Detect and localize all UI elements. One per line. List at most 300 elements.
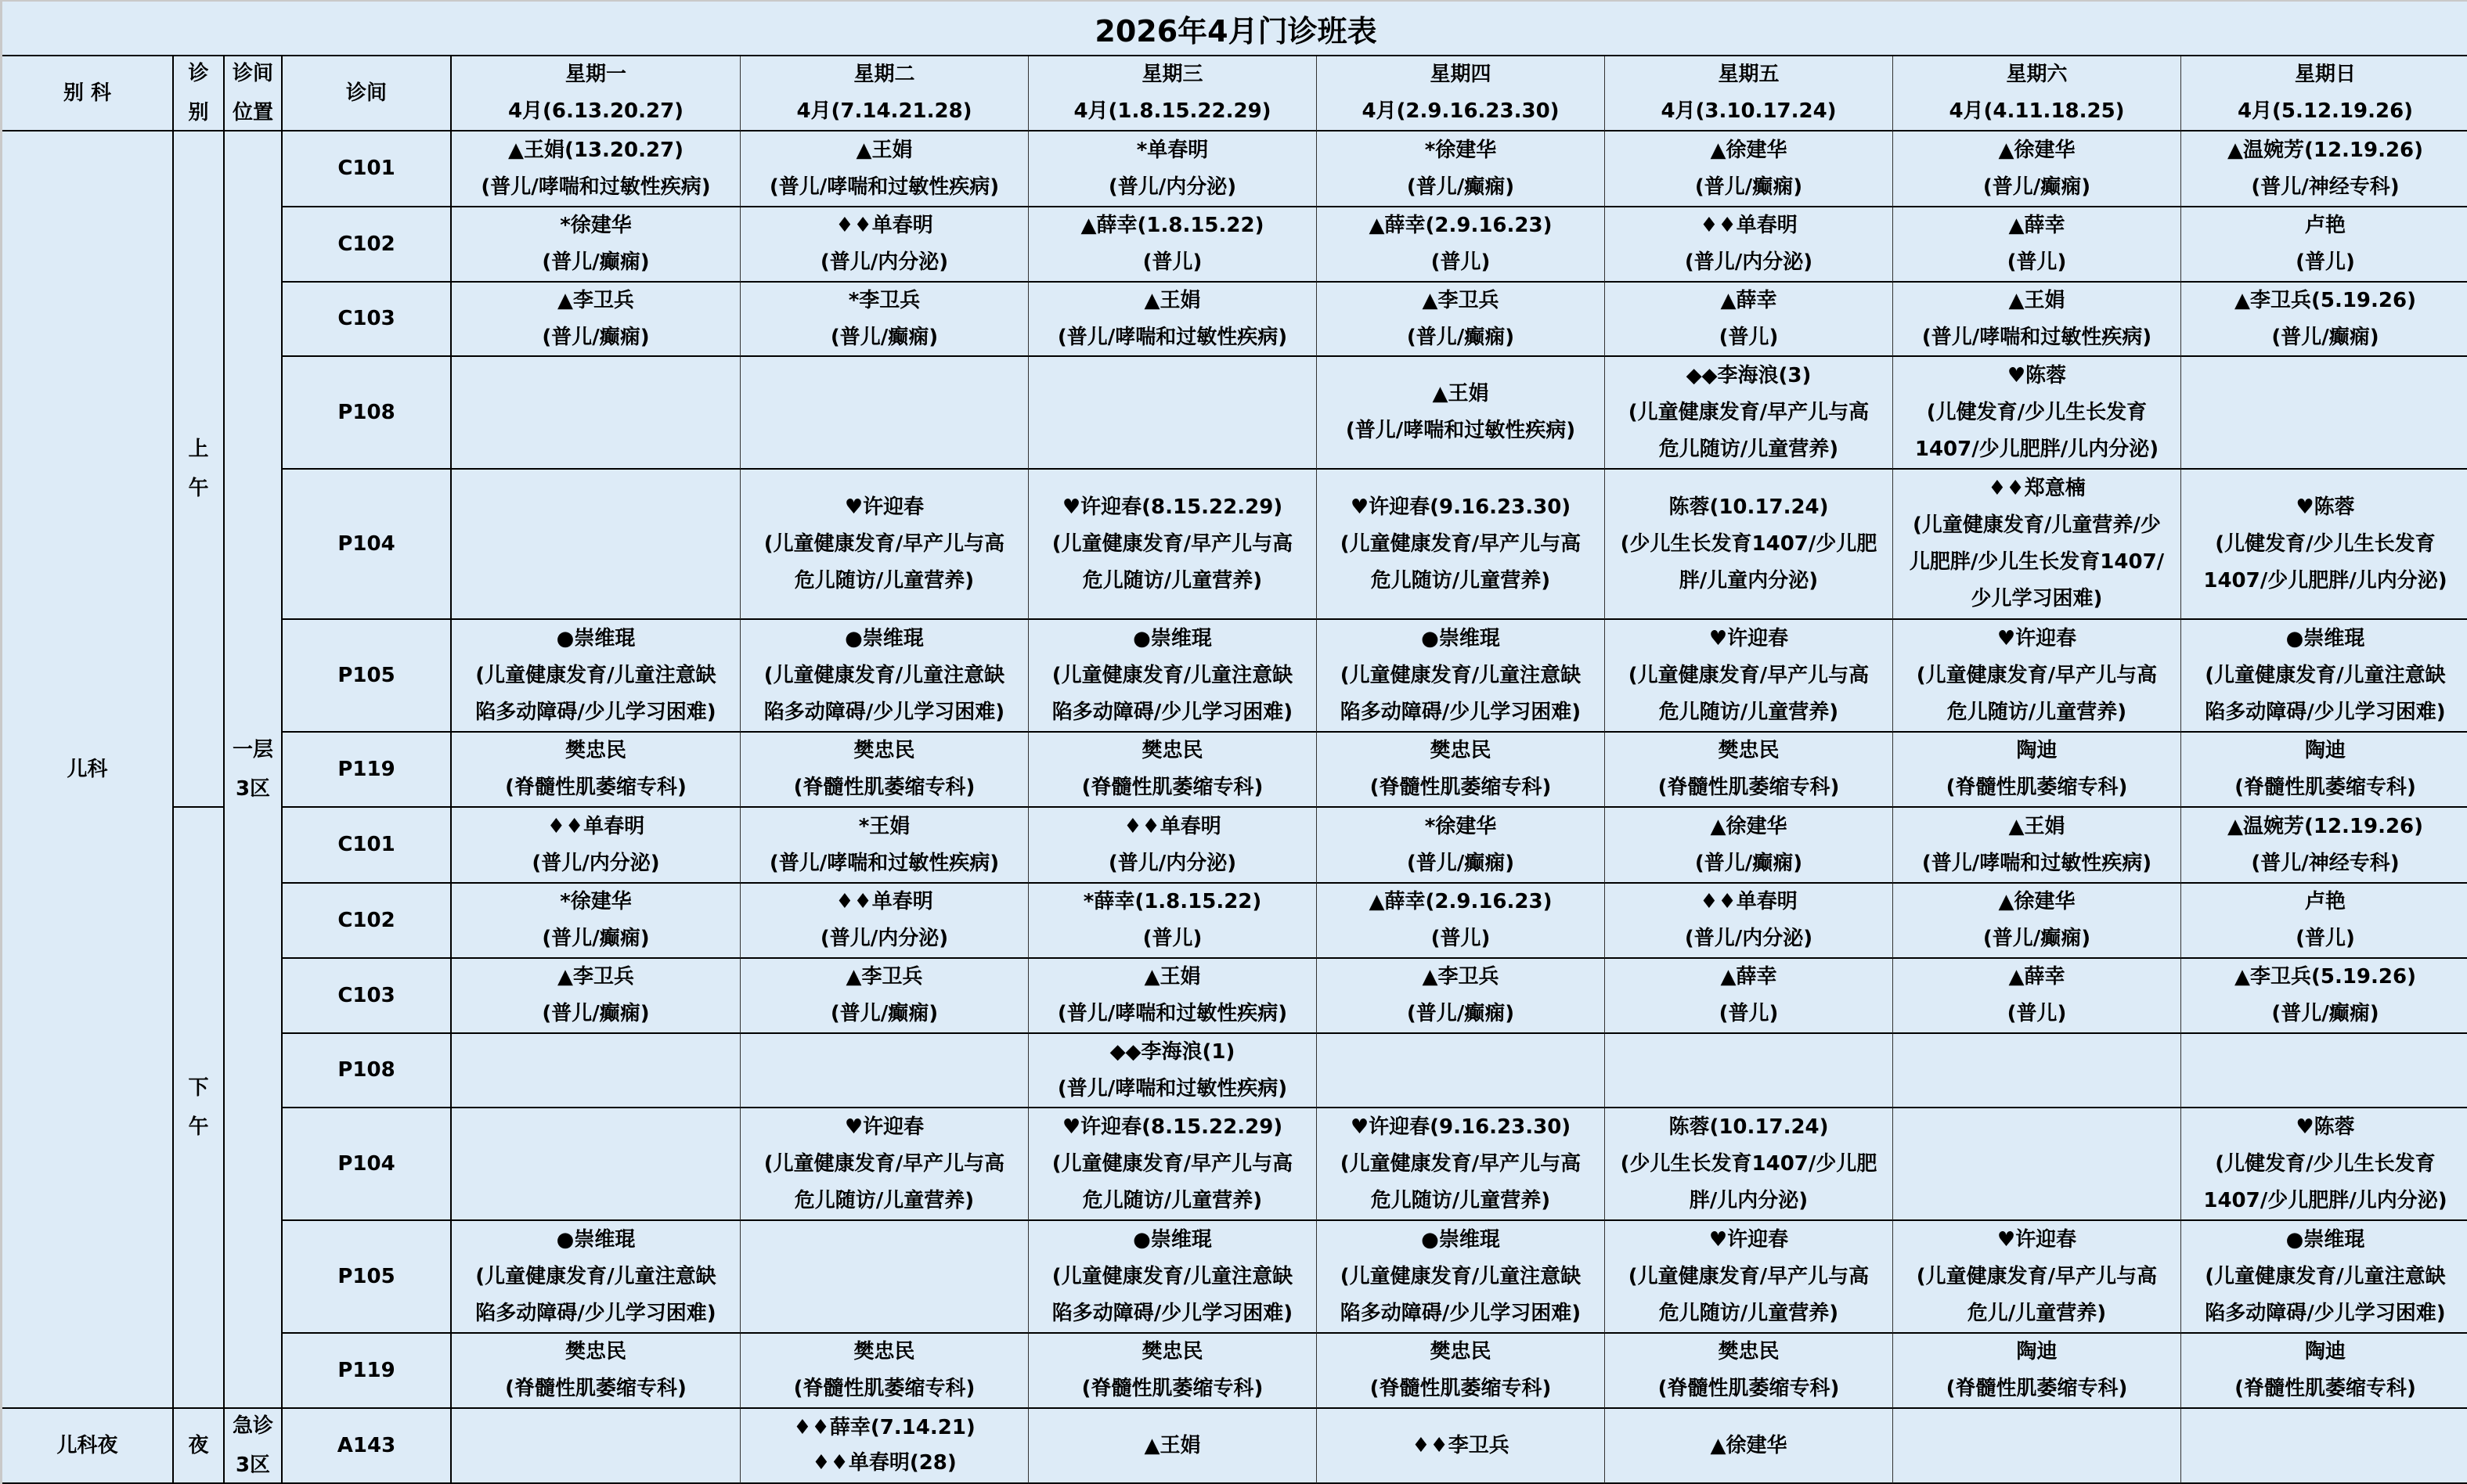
cell-primary-text: ▲薛幸(1.8.15.22) <box>1080 214 1264 237</box>
cell-primary-text: ♦♦单春明 <box>1700 890 1798 913</box>
cell-primary-text: ♦♦单春明 <box>1700 214 1798 237</box>
am-slot-P105-day1 <box>452 620 741 733</box>
cell-primary-text: 陈蓉(10.17.24) <box>1668 495 1829 519</box>
header-day-3 <box>1029 56 1317 131</box>
cell-secondary-text: 陷多动障碍/少儿学习困难) <box>1340 1301 1582 1325</box>
am-slot-C103-day3 <box>1029 283 1317 357</box>
cell-secondary-text: 陷多动障碍/少儿学习困难) <box>1051 700 1293 724</box>
pm-slot-P108-day2 <box>741 1034 1029 1108</box>
cell-primary-text: ▲王娟 <box>1144 288 1201 312</box>
cell-primary-text: ▲王娟 <box>2008 814 2065 838</box>
header-day-7 <box>2181 56 2467 131</box>
cell-primary-text: ▲李卫兵 <box>557 965 634 989</box>
pm-room-P119 <box>283 1334 452 1409</box>
cell-primary-text: ♦♦单春明 <box>835 214 933 237</box>
cell-primary-text: ▲徐建华 <box>1710 1433 1787 1457</box>
cell-primary-text: P104 <box>337 1151 395 1176</box>
cell-secondary-text: (普儿/哮喘和过敏性疾病) <box>1057 1076 1288 1100</box>
cell-primary-text: ♥许迎春 <box>844 495 925 519</box>
am-slot-C101-day7 <box>2181 131 2467 207</box>
am-slot-P119-day2 <box>741 733 1029 808</box>
am-slot-C102-day3 <box>1029 207 1317 283</box>
cell-secondary-text: (脊髓性肌萎缩专科) <box>505 1377 687 1400</box>
cell-secondary-text: (普儿/神经专科) <box>2251 175 2400 199</box>
cell-primary-text: 樊忠民 <box>1718 739 1780 762</box>
am-slot-C102-day5 <box>1605 207 1893 283</box>
cell-secondary-text: (儿童健康发育/儿童注意缺 <box>475 663 716 687</box>
cell-secondary-text: 胖/儿内分泌) <box>1689 1188 1809 1212</box>
cell-secondary-text: (脊髓性肌萎缩专科) <box>1369 1377 1552 1400</box>
cell-secondary-text: 位置 <box>232 101 273 124</box>
cell-secondary-text: 危儿随访/儿童营养) <box>794 1188 975 1212</box>
cell-primary-text: 诊 <box>188 62 209 85</box>
cell-secondary-text: 陷多动障碍/少儿学习困难) <box>763 700 1005 724</box>
cell-primary-text: 星期二 <box>853 63 915 86</box>
cell-secondary-text: (普儿/癫痫) <box>1982 175 2091 199</box>
am-room-P104 <box>283 470 452 620</box>
cell-primary-text: ▲王娟 <box>1144 965 1201 989</box>
cell-primary-text: ▲徐建华 <box>1998 890 2076 913</box>
cell-primary-text: ♥陈蓉 <box>2007 363 2067 387</box>
cell-secondary-text: 危儿随访/儿童营养) <box>1658 1301 1839 1325</box>
pm-slot-C101-day1 <box>452 808 741 884</box>
cell-primary-text: P108 <box>337 1058 395 1082</box>
cell-secondary-text: (普儿/癫痫) <box>1694 851 1803 875</box>
pm-slot-C102-day4 <box>1317 884 1605 959</box>
cell-secondary-text: (普儿/癫痫) <box>1406 175 1515 199</box>
cell-primary-text: ♥许迎春(8.15.22.29) <box>1062 1115 1283 1139</box>
cell-primary-text: ▲薛幸(2.9.16.23) <box>1369 214 1553 237</box>
cell-secondary-text: (少儿生长发育1407/少儿肥 <box>1620 531 1877 556</box>
cell-secondary-text: (普儿/哮喘和过敏性疾病) <box>1345 419 1576 442</box>
cell-primary-text: ♥许迎春 <box>1708 626 1789 650</box>
cell-secondary-text: (普儿/哮喘和过敏性疾病) <box>1921 325 2152 349</box>
am-slot-P119-day4 <box>1317 733 1605 808</box>
cell-primary-text: ●崇维琨 <box>2285 1227 2365 1252</box>
cell-secondary-text: (普儿) <box>1430 250 1491 274</box>
cell-primary-text: C101 <box>337 833 395 856</box>
header-day-2 <box>741 56 1029 131</box>
cell-primary-text: ♥许迎春(9.16.23.30) <box>1350 495 1571 519</box>
cell-primary-text: 诊间 <box>232 62 273 85</box>
pm-slot-P108-day4 <box>1317 1034 1605 1108</box>
cell-primary-text: ▲薛幸 <box>2008 214 2065 237</box>
pm-slot-C102-day7 <box>2181 884 2467 959</box>
cell-primary-text: ♥许迎春 <box>1996 626 2077 650</box>
cell-primary-text: ▲温婉芳(12.19.26) <box>2227 138 2424 162</box>
cell-primary-text: ●崇维琨 <box>845 626 924 650</box>
cell-secondary-text: 胖/儿童内分泌) <box>1679 568 1819 593</box>
cell-secondary-text: (普儿/癫痫) <box>542 927 650 950</box>
cell-primary-text: ●崇维琨 <box>556 1227 636 1252</box>
cell-primary-text: 儿科夜 <box>56 1433 118 1457</box>
am-slot-P108-day3 <box>1029 357 1317 470</box>
am-slot-P108-day7 <box>2181 357 2467 470</box>
cell-secondary-text: 危儿随访/儿童营养) <box>1370 568 1551 593</box>
cell-secondary-text: (儿童健康发育/儿童注意缺 <box>1340 663 1582 687</box>
cell-primary-text: C102 <box>337 908 395 932</box>
cell-primary-text: ♥许迎春 <box>1708 1227 1789 1252</box>
night-slot-A143-day3 <box>1029 1409 1317 1484</box>
am-slot-C103-day4 <box>1317 283 1605 357</box>
cell-secondary-text: (普儿/癫痫) <box>830 325 939 349</box>
cell-secondary-text: (普儿/癫痫) <box>1406 1002 1515 1025</box>
cell-secondary-text: (儿童健康发育/早产儿与高 <box>763 531 1005 556</box>
header-day-4 <box>1317 56 1605 131</box>
cell-primary-text: ▲李卫兵(5.19.26) <box>2234 965 2416 989</box>
am-room-C103 <box>283 283 452 357</box>
cell-secondary-text: (脊髓性肌萎缩专科) <box>2234 776 2416 799</box>
cell-primary-text: ▲徐建华 <box>1710 138 1787 162</box>
cell-primary-text: *李卫兵 <box>848 288 921 312</box>
cell-secondary-text: (儿童健康发育/儿童注意缺 <box>2205 663 2446 687</box>
cell-primary-text: P119 <box>337 757 395 781</box>
pm-slot-C103-day7 <box>2181 959 2467 1034</box>
cell-primary-text: P119 <box>337 1358 395 1382</box>
cell-secondary-text: 3区 <box>235 1453 271 1477</box>
cell-secondary-text: 4月(5.12.19.26) <box>2237 99 2414 123</box>
night-slot-A143-day6 <box>1893 1409 2181 1484</box>
pm-slot-P105-day7 <box>2181 1221 2467 1334</box>
pm-slot-C103-day3 <box>1029 959 1317 1034</box>
pm-room-P105 <box>283 1221 452 1334</box>
cell-secondary-text: 午 <box>188 477 209 500</box>
cell-primary-text: 夜 <box>188 1433 209 1457</box>
cell-primary-text: C101 <box>337 157 395 180</box>
pm-slot-C103-day1 <box>452 959 741 1034</box>
cell-secondary-text: (普儿/癫痫) <box>1694 175 1803 199</box>
am-slot-C102-day1 <box>452 207 741 283</box>
am-slot-P105-day7 <box>2181 620 2467 733</box>
cell-secondary-text: (脊髓性肌萎缩专科) <box>2234 1377 2416 1400</box>
cell-primary-text: 樊忠民 <box>1430 739 1491 762</box>
cell-primary-text: *徐建华 <box>1424 814 1497 838</box>
am-room-P108 <box>283 357 452 470</box>
cell-primary-text: *单春明 <box>1136 138 1209 162</box>
cell-secondary-text: (普儿/内分泌) <box>1684 250 1813 274</box>
am-room-P119 <box>283 733 452 808</box>
cell-secondary-text: 危儿随访/儿童营养) <box>1082 568 1263 593</box>
cell-primary-text: ▲王娟 <box>1144 1433 1201 1457</box>
cell-secondary-text: (普儿/癫痫) <box>1406 851 1515 875</box>
cell-secondary-text: (普儿/内分泌) <box>820 927 949 950</box>
cell-secondary-text: (普儿) <box>2007 250 2067 274</box>
cell-secondary-text: (普儿/癫痫) <box>542 250 650 274</box>
cell-secondary-text: 1407/少儿肥胖/儿内分泌) <box>1914 437 2159 461</box>
pm-room-P108 <box>283 1034 452 1108</box>
am-slot-P119-day5 <box>1605 733 1893 808</box>
am-slot-P104-day5 <box>1605 470 1893 620</box>
am-slot-C103-day2 <box>741 283 1029 357</box>
cell-secondary-text: 陷多动障碍/少儿学习困难) <box>475 700 716 724</box>
cell-secondary-text: 危儿随访/儿童营养) <box>1658 437 1839 461</box>
pm-slot-P108-day7 <box>2181 1034 2467 1108</box>
cell-primary-text: ♦♦李卫兵 <box>1412 1433 1509 1457</box>
header-day-1 <box>452 56 741 131</box>
cell-primary-text: 陈蓉(10.17.24) <box>1668 1115 1829 1139</box>
cell-primary-text: ▲薛幸(2.9.16.23) <box>1369 890 1553 913</box>
cell-primary-text: C103 <box>337 307 395 330</box>
cell-secondary-text: (普儿/哮喘和过敏性疾病) <box>1057 1002 1288 1025</box>
cell-primary-text: 下 <box>188 1076 209 1100</box>
pm-slot-C102-day6 <box>1893 884 2181 959</box>
pm-slot-P104-day5 <box>1605 1108 1893 1221</box>
cell-primary-text: ▲薛幸 <box>1720 965 1777 989</box>
dept-pediatrics <box>2 131 174 1409</box>
pm-room-C102 <box>283 884 452 959</box>
pm-slot-P104-day7 <box>2181 1108 2467 1221</box>
pm-slot-C103-day2 <box>741 959 1029 1034</box>
page-title: 2026年4月门诊班表 <box>2 2 2467 56</box>
cell-secondary-text: (普儿/哮喘和过敏性疾病) <box>769 175 1000 199</box>
cell-secondary-text: 危儿随访/儿童营养) <box>1658 700 1839 724</box>
cell-secondary-text: (儿童健康发育/早产儿与高 <box>763 1151 1005 1176</box>
pm-slot-P108-day5 <box>1605 1034 1893 1108</box>
pm-slot-P104-day3 <box>1029 1108 1317 1221</box>
cell-secondary-text: (儿童健康发育/早产儿与高 <box>1340 531 1582 556</box>
pm-slot-P105-day6 <box>1893 1221 2181 1334</box>
header-dept <box>2 56 174 131</box>
cell-secondary-text: (儿童健康发育/儿童注意缺 <box>1051 663 1293 687</box>
cell-secondary-text: 陷多动障碍/少儿学习困难) <box>1340 700 1582 724</box>
session-afternoon <box>174 808 225 1409</box>
am-slot-C101-day5 <box>1605 131 1893 207</box>
am-room-C102 <box>283 207 452 283</box>
cell-primary-text: ▲李卫兵 <box>557 288 634 312</box>
cell-secondary-text: (儿童健康发育/早产儿与高 <box>1051 531 1293 556</box>
cell-secondary-text: (普儿) <box>2296 927 2355 950</box>
cell-primary-text: 樊忠民 <box>1718 1340 1780 1363</box>
cell-primary-text: ♦♦单春明 <box>1123 814 1221 838</box>
cell-secondary-text: (普儿) <box>1719 1002 1779 1025</box>
cell-secondary-text: 陷多动障碍/少儿学习困难) <box>1051 1301 1293 1325</box>
cell-primary-text: ●崇维琨 <box>1133 626 1212 650</box>
cell-primary-text: ◆◆李海浪(1) <box>1109 1039 1235 1064</box>
session-morning <box>174 131 225 808</box>
header-day-6 <box>1893 56 2181 131</box>
header-day-5 <box>1605 56 1893 131</box>
cell-primary-text: ▲徐建华 <box>1710 814 1787 838</box>
am-slot-P104-day1 <box>452 470 741 620</box>
location-emergency-zone3 <box>225 1409 283 1484</box>
cell-secondary-text: (儿童健康发育/早产儿与高 <box>1628 663 1870 687</box>
cell-secondary-text: (脊髓性肌萎缩专科) <box>1369 776 1552 799</box>
am-slot-P119-day3 <box>1029 733 1317 808</box>
cell-secondary-text: (脊髓性肌萎缩专科) <box>793 776 976 799</box>
cell-primary-text: 卢艳 <box>2304 214 2346 237</box>
cell-secondary-text: (普儿/哮喘和过敏性疾病) <box>1057 325 1288 349</box>
cell-primary-text: ▲王娟 <box>856 138 913 162</box>
cell-primary-text: ▲李卫兵 <box>1422 965 1499 989</box>
am-slot-P105-day2 <box>741 620 1029 733</box>
night-slot-A143-day4 <box>1317 1409 1605 1484</box>
cell-secondary-text: (儿健发育/少儿生长发育 <box>1926 400 2148 424</box>
cell-secondary-text: (脊髓性肌萎缩专科) <box>1081 776 1264 799</box>
pm-slot-P119-day5 <box>1605 1334 1893 1409</box>
pm-slot-C101-day6 <box>1893 808 2181 884</box>
pm-slot-C101-day5 <box>1605 808 1893 884</box>
pm-slot-P108-day1 <box>452 1034 741 1108</box>
pm-slot-C102-day5 <box>1605 884 1893 959</box>
pm-slot-P104-day4 <box>1317 1108 1605 1221</box>
cell-secondary-text: (儿童健康发育/早产儿与高 <box>1916 663 2158 687</box>
am-slot-C102-day6 <box>1893 207 2181 283</box>
pm-room-C103 <box>283 959 452 1034</box>
cell-primary-text: ▲薛幸 <box>1720 288 1777 312</box>
cell-secondary-text: (普儿/癫痫) <box>2271 325 2379 349</box>
cell-primary-text: 星期日 <box>2294 63 2356 86</box>
pm-slot-P105-day1 <box>452 1221 741 1334</box>
am-slot-P108-day4 <box>1317 357 1605 470</box>
am-slot-P108-day5 <box>1605 357 1893 470</box>
cell-secondary-text: 4月(6.13.20.27) <box>507 99 684 123</box>
cell-secondary-text: 4月(4.11.18.25) <box>1949 99 2125 123</box>
cell-secondary-text: (普儿/哮喘和过敏性疾病) <box>481 175 711 199</box>
cell-secondary-text: (儿童健康发育/早产儿与高 <box>1340 1151 1582 1176</box>
cell-secondary-text: (少儿生长发育1407/少儿肥 <box>1620 1151 1877 1176</box>
pm-slot-P104-day2 <box>741 1108 1029 1221</box>
pm-slot-P105-day2 <box>741 1221 1029 1334</box>
cell-primary-text: 樊忠民 <box>853 1340 915 1363</box>
cell-primary-text: ●崇维琨 <box>1421 626 1500 650</box>
cell-primary-text: ▲徐建华 <box>1998 138 2076 162</box>
cell-secondary-text: (脊髓性肌萎缩专科) <box>1946 776 2128 799</box>
am-slot-C101-day1 <box>452 131 741 207</box>
cell-secondary-text: (儿童健康发育/儿童营养/少 <box>1913 513 2161 537</box>
am-slot-P104-day4 <box>1317 470 1605 620</box>
pm-slot-P105-day4 <box>1317 1221 1605 1334</box>
cell-primary-text: P105 <box>337 1264 395 1288</box>
cell-primary-text: 陶迪 <box>2304 1340 2346 1363</box>
cell-secondary-text: (儿健发育/少儿生长发育 <box>2215 1151 2436 1176</box>
cell-primary-text: A143 <box>337 1433 396 1457</box>
pm-slot-C102-day2 <box>741 884 1029 959</box>
am-slot-P104-day6 <box>1893 470 2181 620</box>
night-slot-A143-day1 <box>452 1409 741 1484</box>
cell-secondary-text: 危儿随访/儿童营养) <box>794 568 975 593</box>
cell-secondary-text: (普儿) <box>2007 1002 2067 1025</box>
cell-secondary-text: ♦♦单春明(28) <box>812 1451 957 1475</box>
cell-primary-text: ▲李卫兵(5.19.26) <box>2234 288 2416 312</box>
cell-primary-text: 樊忠民 <box>564 1340 626 1363</box>
cell-primary-text: ▲李卫兵 <box>846 965 923 989</box>
cell-secondary-text: (儿健发育/少儿生长发育 <box>2215 531 2436 556</box>
cell-primary-text: 别 科 <box>63 81 112 105</box>
cell-secondary-text: (儿童健康发育/儿童注意缺 <box>475 1264 716 1288</box>
cell-primary-text: ▲王娟 <box>2008 288 2065 312</box>
cell-secondary-text: (儿童健康发育/儿童注意缺 <box>763 663 1005 687</box>
cell-primary-text: 樊忠民 <box>1430 1340 1491 1363</box>
cell-primary-text: *王娟 <box>858 814 911 838</box>
cell-primary-text: C102 <box>337 232 395 256</box>
cell-secondary-text: 别 <box>188 101 209 124</box>
night-room-A143 <box>283 1409 452 1484</box>
pm-room-P104 <box>283 1108 452 1221</box>
pm-slot-C101-day3 <box>1029 808 1317 884</box>
cell-secondary-text: (脊髓性肌萎缩专科) <box>793 1377 976 1400</box>
am-slot-P105-day3 <box>1029 620 1317 733</box>
cell-secondary-text: (普儿/哮喘和过敏性疾病) <box>1921 851 2152 875</box>
cell-primary-text: ▲薛幸 <box>2008 965 2065 989</box>
cell-secondary-text: (普儿/内分泌) <box>532 851 660 875</box>
am-slot-C101-day2 <box>741 131 1029 207</box>
pm-slot-P119-day7 <box>2181 1334 2467 1409</box>
cell-secondary-text: (普儿/哮喘和过敏性疾病) <box>769 851 1000 875</box>
cell-primary-text: *薛幸(1.8.15.22) <box>1083 890 1262 913</box>
header-room <box>283 56 452 131</box>
am-slot-C102-day4 <box>1317 207 1605 283</box>
am-slot-C103-day7 <box>2181 283 2467 357</box>
dept-pediatrics-night <box>2 1409 174 1484</box>
pm-room-C101 <box>283 808 452 884</box>
cell-secondary-text: 少儿学习困难) <box>1971 587 2103 611</box>
am-slot-P105-day4 <box>1317 620 1605 733</box>
cell-secondary-text: (儿童健康发育/儿童注意缺 <box>1051 1264 1293 1288</box>
cell-secondary-text: (普儿/内分泌) <box>1108 175 1237 199</box>
cell-secondary-text: (儿童健康发育/早产儿与高 <box>1628 400 1870 424</box>
night-slot-A143-day7 <box>2181 1409 2467 1484</box>
cell-primary-text: 诊间 <box>345 81 387 105</box>
cell-secondary-text: 1407/少儿肥胖/儿内分泌) <box>2203 568 2447 593</box>
cell-primary-text: 星期三 <box>1142 63 1203 86</box>
am-room-C101 <box>283 131 452 207</box>
pm-slot-P119-day4 <box>1317 1334 1605 1409</box>
am-slot-P104-day7 <box>2181 470 2467 620</box>
cell-secondary-text: 3区 <box>235 777 271 801</box>
pm-slot-C102-day1 <box>452 884 741 959</box>
cell-secondary-text: (儿童健康发育/儿童注意缺 <box>2205 1264 2446 1288</box>
cell-primary-text: 陶迪 <box>2016 739 2058 762</box>
cell-primary-text: ♦♦单春明 <box>546 814 645 838</box>
am-slot-P104-day2 <box>741 470 1029 620</box>
cell-secondary-text: (普儿/神经专科) <box>2251 851 2400 875</box>
cell-secondary-text: (普儿/内分泌) <box>1684 927 1813 950</box>
pm-slot-C103-day4 <box>1317 959 1605 1034</box>
cell-primary-text: ♥许迎春 <box>844 1115 925 1139</box>
cell-primary-text: 陶迪 <box>2304 739 2346 762</box>
cell-secondary-text: (儿童健康发育/早产儿与高 <box>1051 1151 1293 1176</box>
cell-secondary-text: (儿童健康发育/早产儿与高 <box>1628 1264 1870 1288</box>
pm-slot-C101-day4 <box>1317 808 1605 884</box>
cell-secondary-text: 危儿/儿童营养) <box>1967 1301 2107 1325</box>
cell-secondary-text: 4月(7.14.21.28) <box>796 99 972 123</box>
cell-secondary-text: (普儿/癫痫) <box>542 325 650 349</box>
cell-primary-text: ●崇维琨 <box>1421 1227 1500 1252</box>
cell-secondary-text: (脊髓性肌萎缩专科) <box>1657 1377 1840 1400</box>
cell-secondary-text: 午 <box>188 1115 209 1139</box>
cell-secondary-text: 陷多动障碍/少儿学习困难) <box>475 1301 716 1325</box>
cell-secondary-text: 儿肥胖/少儿生长发育1407/ <box>1909 550 2165 574</box>
cell-primary-text: ♦♦薛幸(7.14.21) <box>793 1416 976 1439</box>
cell-secondary-text: (普儿/癫痫) <box>1982 927 2091 950</box>
am-room-P105 <box>283 620 452 733</box>
am-slot-C103-day6 <box>1893 283 2181 357</box>
pm-slot-P108-day6 <box>1893 1034 2181 1108</box>
header-session <box>174 56 225 131</box>
night-slot-A143-day5 <box>1605 1409 1893 1484</box>
am-slot-C102-day2 <box>741 207 1029 283</box>
cell-secondary-text: (普儿/内分泌) <box>820 250 949 274</box>
cell-secondary-text: (普儿) <box>1142 927 1203 950</box>
am-slot-C101-day3 <box>1029 131 1317 207</box>
cell-secondary-text: (儿童健康发育/早产儿与高 <box>1916 1264 2158 1288</box>
am-slot-P105-day6 <box>1893 620 2181 733</box>
cell-secondary-text: (普儿/癫痫) <box>542 1002 650 1025</box>
cell-primary-text: 樊忠民 <box>1142 739 1203 762</box>
pm-slot-P104-day6 <box>1893 1108 2181 1221</box>
cell-primary-text: P105 <box>337 663 395 687</box>
am-slot-P108-day1 <box>452 357 741 470</box>
